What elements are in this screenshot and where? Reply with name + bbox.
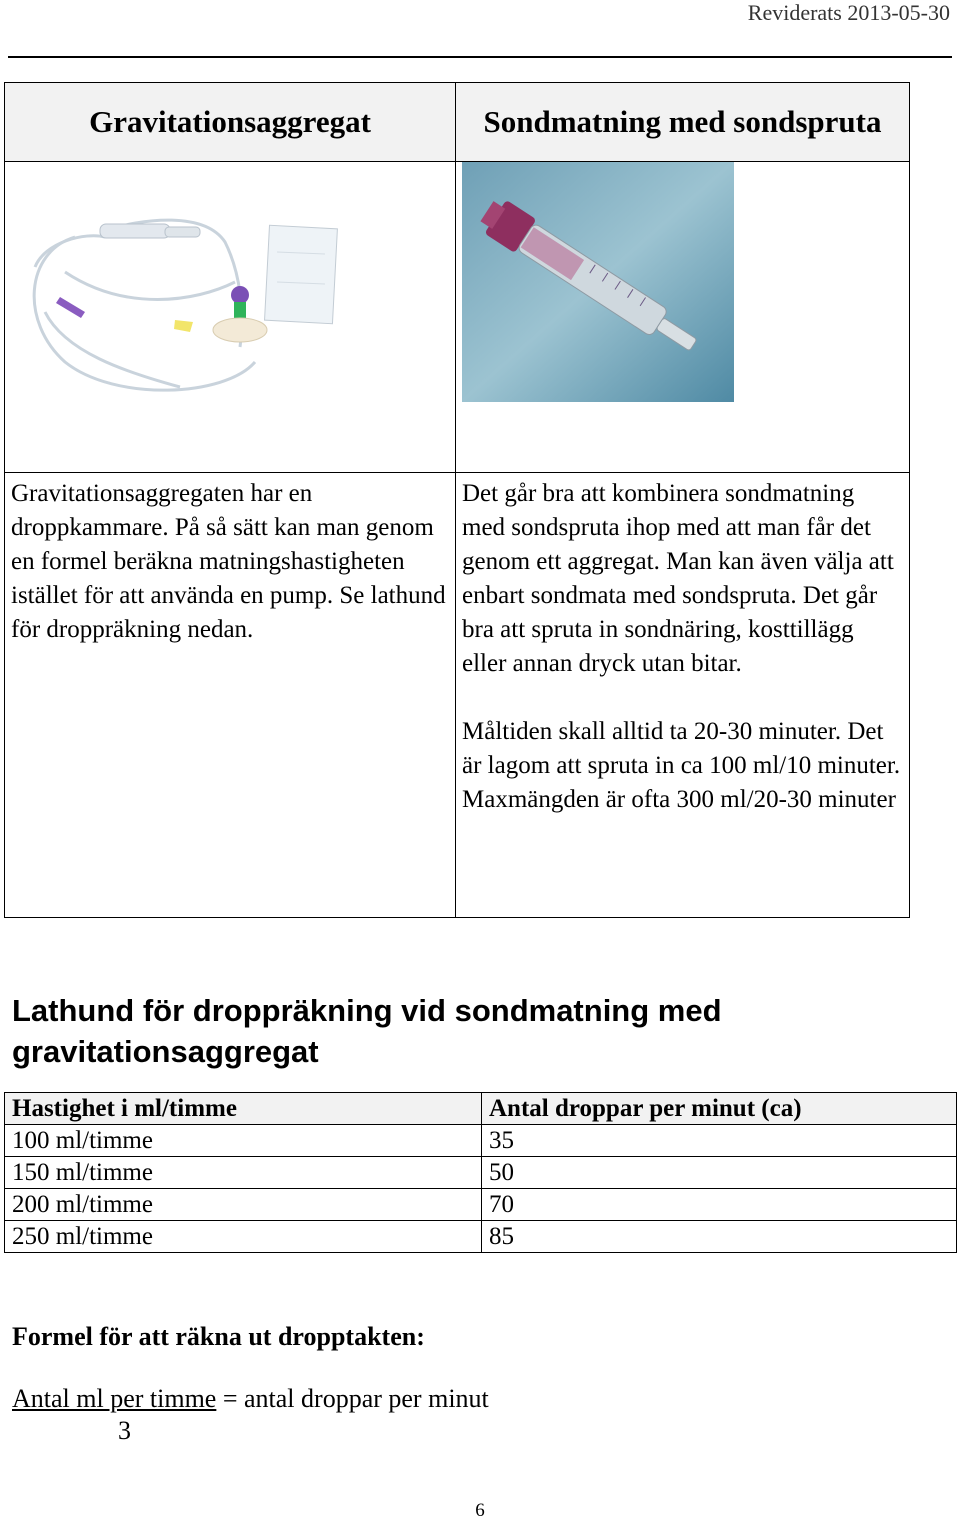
syringe-image — [456, 162, 904, 467]
drops-cell: 50 — [482, 1157, 957, 1189]
gravity-set-image — [5, 162, 453, 467]
drops-cell: 35 — [482, 1125, 957, 1157]
syringe-description: Det går bra att kombinera sondmatning med sondspruta ihop med att man får det genom ett aggregat. Man kan även välja att enbart sondmata med sondspruta. Det går bra att spruta in sondnäring, kosttillägg eller annan dryck utan bitar. — [462, 480, 894, 677]
header-rate: Hastighet i ml/timme — [5, 1093, 482, 1125]
formula-line — [12, 1384, 489, 1414]
syringe-description-cell — [456, 473, 910, 918]
table-row — [5, 1125, 957, 1157]
page-number: 6 — [475, 1500, 485, 1521]
table-row — [5, 1189, 957, 1221]
gravity-set-description-cell — [5, 473, 456, 918]
formula-numerator: Antal ml per timme — [12, 1384, 217, 1413]
formula-title: Formel för att räkna ut dropptakten: — [12, 1322, 425, 1351]
revision-date: Reviderats 2013-05-30 — [747, 0, 950, 25]
gravity-set-description: Gravitationsaggregaten har en droppkammare. På så sätt kan man genom en formel beräkna matningshastigheten istället för att använda en pump. Se lathund för droppräkning nedan. — [11, 480, 446, 643]
drip-rate-table — [4, 1092, 957, 1253]
table-header-row — [5, 1093, 957, 1125]
syringe-heading: Sondmatning med sondspruta — [456, 83, 910, 162]
rate-cell: 150 ml/timme — [5, 1157, 482, 1189]
header-rule — [8, 56, 952, 58]
comparison-table — [4, 82, 910, 918]
drops-cell: 70 — [482, 1189, 957, 1221]
gravity-set-heading: Gravitationsaggregat — [5, 83, 456, 162]
drip-guide-title: Lathund för droppräkning vid sondmatning med gravitationsaggregat — [12, 993, 722, 1069]
table-row — [5, 1221, 957, 1253]
syringe-image-cell — [456, 162, 910, 473]
drops-cell: 85 — [482, 1221, 957, 1253]
rate-cell: 250 ml/timme — [5, 1221, 482, 1253]
rate-cell: 100 ml/timme — [5, 1125, 482, 1157]
rate-cell: 200 ml/timme — [5, 1189, 482, 1221]
gravity-set-image-cell — [5, 162, 456, 473]
meal-duration-note: Måltiden skall alltid ta 20-30 minuter. Det är lagom att spruta in ca 100 ml/10 minuter. Maxmängden är ofta 300 ml/20-30 minuter — [462, 718, 901, 813]
formula-result: = antal droppar per minut — [216, 1384, 489, 1413]
table-row — [5, 1157, 957, 1189]
formula-divisor: 3 — [118, 1416, 131, 1445]
header-drops: Antal droppar per minut (ca) — [482, 1093, 957, 1125]
